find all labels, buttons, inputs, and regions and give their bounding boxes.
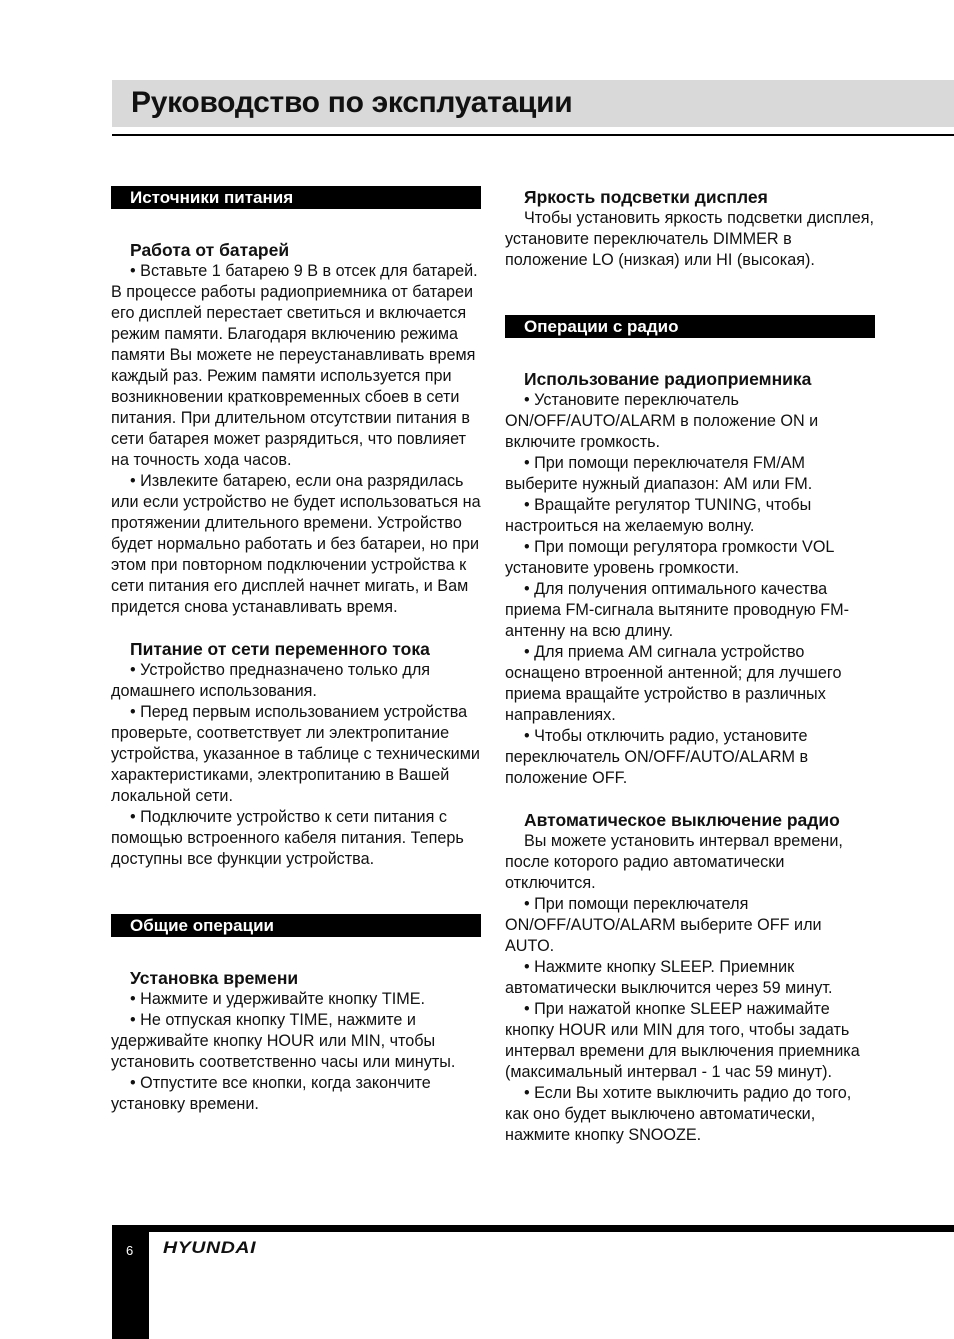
- paragraph: • Вращайте регулятор TUNING, чтобы настроиться на желаемую волну.: [505, 496, 812, 535]
- paragraph: • Перед первым использованием устройства проверьте, соответствует ли электропитание устройства, указанное в таблице с техническими характеристиками, электропитанию в Вашей локальной сети.: [111, 703, 480, 805]
- left-column: [111, 186, 481, 1115]
- section-heading-radio: Операции с радио: [505, 315, 875, 338]
- subheading-battery: Работа от батарей: [130, 240, 290, 260]
- right-column: [505, 186, 875, 1146]
- paragraph: • Отпустите все кнопки, когда закончите установку времени.: [111, 1074, 431, 1113]
- paragraph: • Устройство предназначено только для домашнего использования.: [111, 661, 431, 700]
- paragraph: • Для получения оптимального качества приема FM-сигнала вытяните проводную FM-антенну на всю длину.: [505, 580, 849, 640]
- paragraph: • Если Вы хотите выключить радио до того, как оно будет выключено автоматически, нажмите кнопку SNOOZE.: [505, 1084, 852, 1144]
- brand-logo: HYUNDAI: [163, 1238, 257, 1257]
- paragraph: • Извлеките батарею, если она разрядилась или если устройство не будет использоваться на протяжении длительного времени. Устройство будет нормально работать и без батареи, но при этом при повторном подключении устройства к сети питания его дисплей начнет мигать, и Вам придется снова устанавливать время.: [111, 472, 481, 616]
- subheading-ac: Питание от сети переменного тока: [130, 639, 430, 659]
- paragraph: • Для приема AM сигнала устройство оснащено втроенной антенной; для лучшего приема вращайте устройство в различных направлениях.: [505, 643, 842, 724]
- subheading-brightness: Яркость подсветки дисплея: [524, 187, 768, 207]
- subheading-radio-use: Использование радиоприемника: [524, 369, 812, 389]
- paragraph: • Нажмите кнопку SLEEP. Приемник автоматически выключится через 59 минут.: [505, 958, 833, 997]
- header-divider: [112, 134, 954, 136]
- paragraph: • При помощи регулятора громкости VOL установите уровень громкости.: [505, 538, 834, 577]
- paragraph: Чтобы установить яркость подсветки дисплея, установите переключатель DIMMER в положение LO (низкая) или HI (высокая).: [505, 209, 874, 269]
- paragraph: Вы можете установить интервал времени, после которого радио автоматически отключится.: [505, 832, 843, 892]
- subheading-time: Установка времени: [130, 968, 299, 988]
- paragraph: • Подключите устройство к сети питания с помощью встроенного кабеля питания. Теперь доступны все функции устройства.: [111, 808, 464, 868]
- paragraph: • Не отпуская кнопку TIME, нажмите и удерживайте кнопку HOUR или MIN, чтобы установить соответственно часы или минуты.: [111, 1011, 456, 1071]
- paragraph: • При помощи переключателя ON/OFF/AUTO/ALARM выберите OFF или AUTO.: [505, 895, 822, 955]
- paragraph: • При помощи переключателя FM/AM выберите нужный диапазон: AM или FM.: [505, 454, 813, 493]
- subheading-auto-off: Автоматическое выключение радио: [524, 810, 840, 830]
- section-heading-power: Источники питания: [111, 186, 481, 209]
- paragraph: • При нажатой кнопке SLEEP нажимайте кнопку HOUR или MIN для того, чтобы задать интервал времени для выключения приемника (максимальный интервал - 1 час 59 минут).: [505, 1000, 860, 1081]
- header-bar: [112, 80, 954, 127]
- paragraph: • Нажмите и удерживайте кнопку TIME.: [130, 990, 426, 1008]
- paragraph: • Установите переключатель ON/OFF/AUTO/ALARM в положение ON и включите громкость.: [505, 391, 819, 451]
- paragraph: • Чтобы отключить радио, установите переключатель ON/OFF/AUTO/ALARM в положение OFF.: [505, 727, 809, 787]
- section-heading-general: Общие операции: [111, 914, 481, 937]
- page-title: Руководство по эксплуатации: [131, 86, 573, 119]
- footer-divider: [112, 1225, 954, 1232]
- page-number: 6: [126, 1243, 134, 1258]
- paragraph: • Вставьте 1 батарею 9 В в отсек для батарей. В процессе работы радиоприемника от батареи его дисплей перестает светиться и включается режим памяти. Благодаря включению режима памяти Вы можете не переустанавливать время каждый раз. Режим памяти используется при возникновении кратковременных сбоев в сети питания. При длительном отсутствии питания в сети батарея может разрядиться, что повлияет на точность хода часов.: [111, 262, 478, 469]
